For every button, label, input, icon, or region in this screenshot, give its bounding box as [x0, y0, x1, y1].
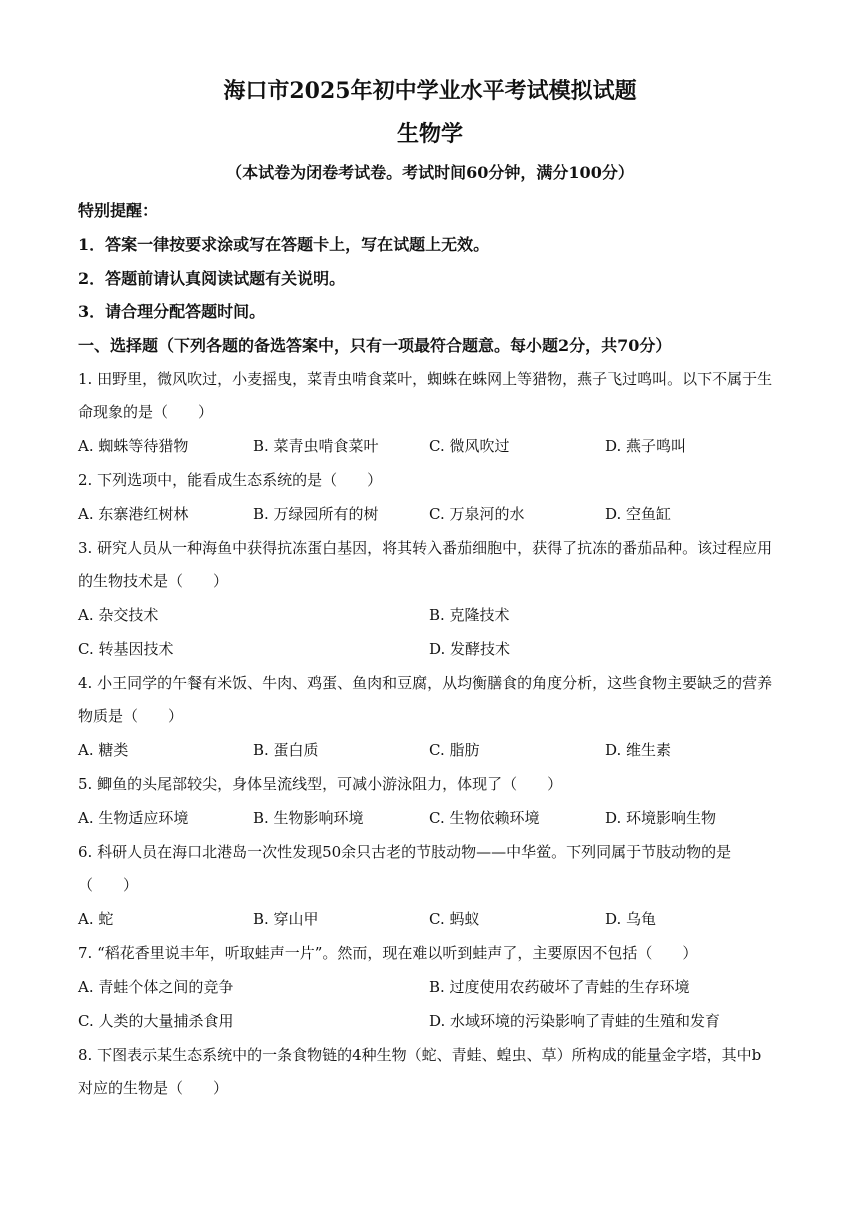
section-heading: 一、选择题（下列各题的备选答案中，只有一项最符合题意。每小题2分，共70分）	[78, 336, 672, 355]
question-4-option-d: D. 维生素	[605, 741, 672, 759]
question-5-stem: 5. 鲫鱼的头尾部较尖，身体呈流线型，可减小游泳阻力，体现了（ ）	[78, 775, 563, 793]
question-4-option-a: A. 糖类	[78, 741, 129, 759]
question-2-stem: 2. 下列选项中，能看成生态系统的是（ ）	[78, 471, 383, 489]
question-7-option-a: A. 青蛙个体之间的竞争	[78, 978, 234, 996]
question-3-option-d: D. 发酵技术	[429, 640, 511, 658]
question-4-option-c: C. 脂肪	[429, 741, 480, 759]
question-2-option-a: A. 东寨港红树林	[78, 505, 189, 523]
question-6-option-c: C. 蚂蚁	[429, 910, 480, 928]
question-7-option-c: C. 人类的大量捕杀食用	[78, 1012, 234, 1030]
question-7-stem: 7. “稻花香里说丰年，听取蛙声一片”。然而，现在难以听到蛙声了，主要原因不包括（ ）	[78, 944, 698, 962]
question-2-option-c: C. 万泉河的水	[429, 505, 525, 523]
question-3-option-b: B. 克隆技术	[429, 606, 510, 624]
reminder-item: 3．请合理分配答题时间。	[78, 302, 266, 321]
question-4-option-b: B. 蛋白质	[253, 741, 319, 759]
question-5-option-c: C. 生物依赖环境	[429, 809, 540, 827]
exam-title: 海口市2025年初中学业水平考试模拟试题	[223, 78, 637, 104]
question-1-stem-line-2: 命现象的是（ ）	[78, 403, 214, 421]
question-8-stem-line-2: 对应的生物是（ ）	[78, 1079, 229, 1097]
subject-title: 生物学	[396, 121, 463, 147]
question-6-option-d: D. 乌龟	[605, 910, 657, 928]
question-6-option-a: A. 蛇	[78, 910, 114, 928]
question-1-option-b: B. 菜青虫啃食菜叶	[253, 437, 379, 455]
question-8-stem-line-1: 8. 下图表示某生态系统中的一条食物链的4种生物（蛇、青蛙、蝗虫、草）所构成的能量金字塔，其中b	[78, 1046, 762, 1064]
question-2-option-d: D. 空鱼缸	[605, 505, 672, 523]
exam-note: （本试卷为闭卷考试卷。考试时间60分钟，满分100分）	[226, 163, 634, 182]
question-4-stem-line-2: 物质是（ ）	[78, 707, 184, 725]
question-6-stem-line-1: 6. 科研人员在海口北港岛一次性发现50余只古老的节肢动物——中华鲎。下列同属于节肢动物的是	[78, 843, 732, 861]
question-1-option-a: A. 蜘蛛等待猎物	[78, 437, 189, 455]
question-1-option-c: C. 微风吹过	[429, 437, 510, 455]
question-3-option-a: A. 杂交技术	[78, 606, 159, 624]
question-3-stem-line-1: 3. 研究人员从一种海鱼中获得抗冻蛋白基因，将其转入番茄细胞中，获得了抗冻的番茄品种。该过程应用	[78, 539, 773, 557]
question-3-stem-line-2: 的生物技术是（ ）	[78, 572, 229, 590]
question-7-option-b: B. 过度使用农药破坏了青蛙的生存环境	[429, 978, 690, 996]
question-7-option-d: D. 水域环境的污染影响了青蛙的生殖和发育	[429, 1012, 721, 1030]
question-1-option-d: D. 燕子鸣叫	[605, 437, 687, 455]
reminder-item: 2．答题前请认真阅读试题有关说明。	[78, 269, 346, 288]
question-3-option-c: C. 转基因技术	[78, 640, 174, 658]
question-5-option-a: A. 生物适应环境	[78, 809, 189, 827]
question-6-option-b: B. 穿山甲	[253, 910, 319, 928]
question-5-option-d: D. 环境影响生物	[605, 809, 717, 827]
reminder-item: 1．答案一律按要求涂或写在答题卡上，写在试题上无效。	[78, 235, 490, 254]
question-4-stem-line-1: 4. 小王同学的午餐有米饭、牛肉、鸡蛋、鱼肉和豆腐，从均衡膳食的角度分析，这些食物主要缺乏的营养	[78, 674, 773, 692]
question-2-option-b: B. 万绿园所有的树	[253, 505, 379, 523]
question-5-option-b: B. 生物影响环境	[253, 809, 364, 827]
question-1-stem-line-1: 1. 田野里，微风吹过，小麦摇曳，菜青虫啃食菜叶，蜘蛛在蛛网上等猎物，燕子飞过鸣叫。以下不属于生	[78, 370, 773, 388]
reminder-heading: 特别提醒：	[78, 201, 159, 220]
question-6-stem-line-2: （ ）	[78, 876, 139, 894]
